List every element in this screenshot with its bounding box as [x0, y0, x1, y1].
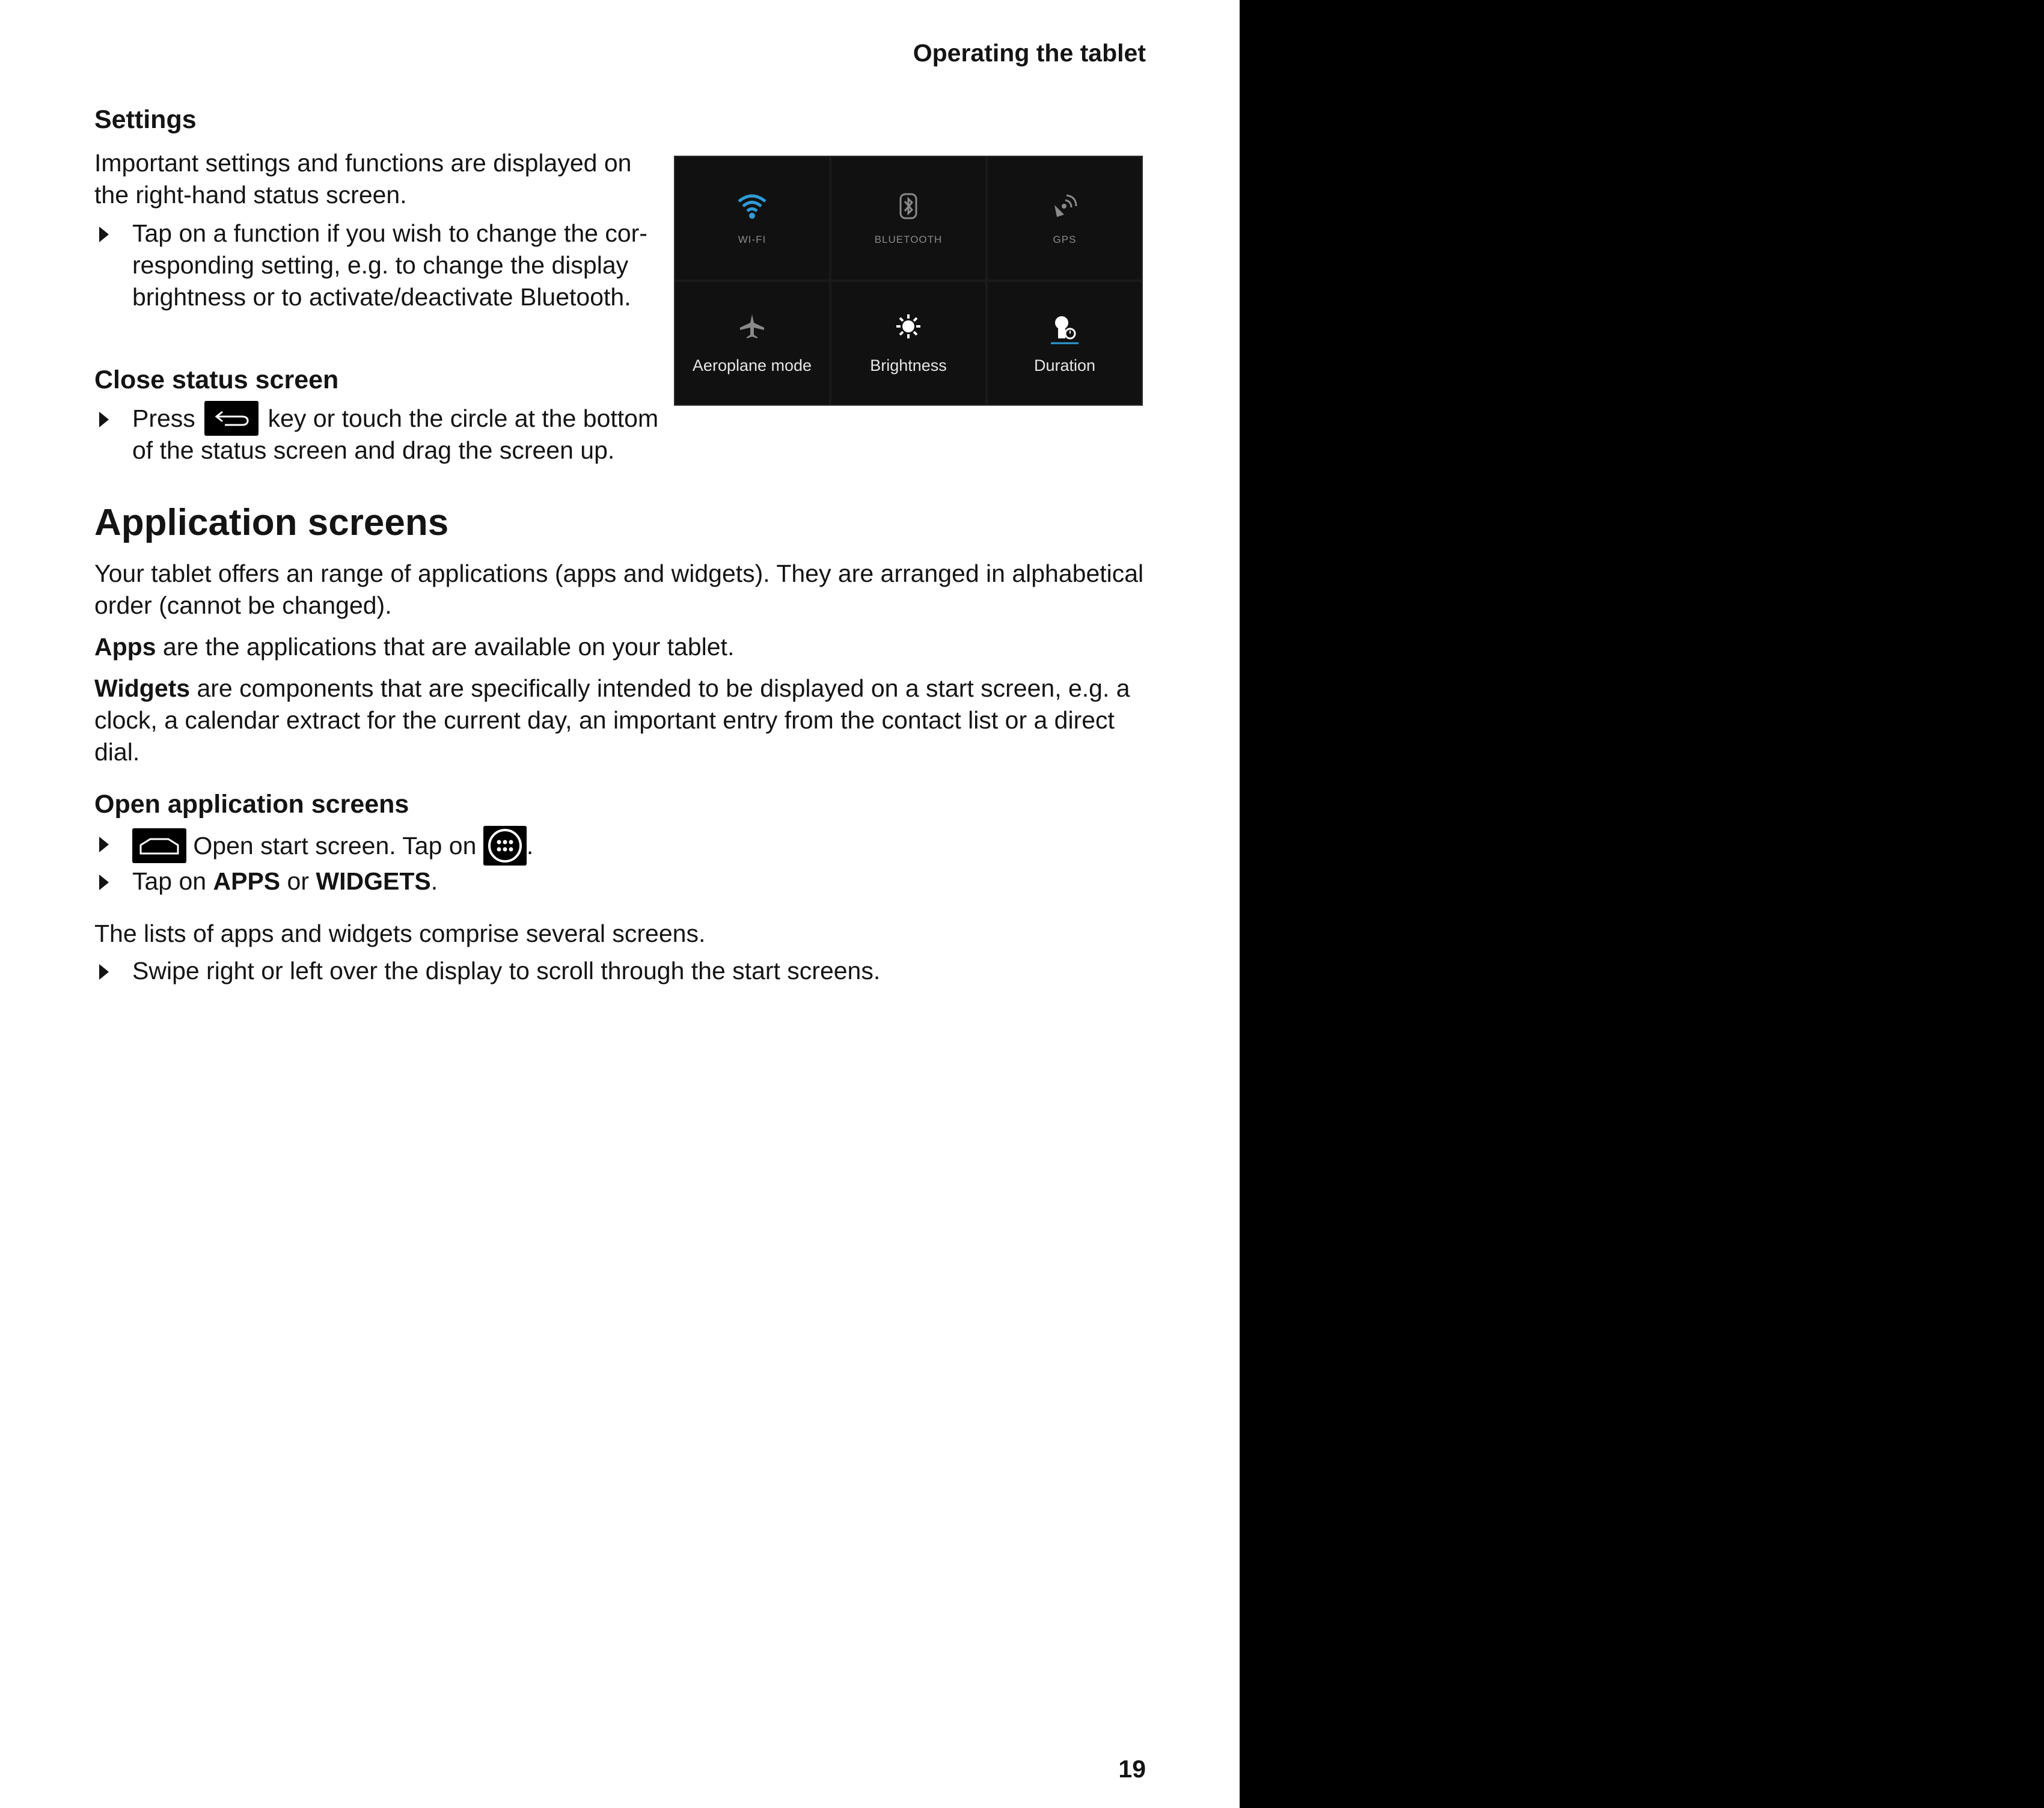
- settings-bullet-line: brightness or to activate/deactivate Bluetooth.: [132, 283, 631, 311]
- application-intro-line: Your tablet offers an range of applications (apps and widgets). They are arranged in alphabetical: [94, 560, 1144, 587]
- open-app-step-1: [132, 828, 533, 867]
- bluetooth-tile: [831, 157, 985, 279]
- lists-paragraph: The lists of apps and widgets comprise several screens.: [94, 920, 706, 947]
- brightness-label: Brightness: [870, 356, 947, 374]
- duration-icon: [1050, 313, 1080, 346]
- black-margin-panel: [1240, 0, 2044, 1808]
- apps-definition-text: are the applications that are available on your tablet.: [156, 633, 735, 661]
- gps-label: GPS: [1053, 234, 1077, 245]
- wifi-tile: [675, 157, 829, 279]
- application-intro-line: order (cannot be changed).: [94, 591, 392, 619]
- wifi-label: WI-FI: [738, 234, 766, 245]
- settings-bullet-line: responding setting, e.g. to change the display: [132, 251, 629, 279]
- aeroplane-mode-tile: [675, 282, 829, 405]
- running-head: Operating the tablet: [913, 39, 1146, 67]
- bluetooth-label: BLUETOOTH: [874, 234, 943, 245]
- widgets-term: Widgets: [94, 674, 191, 702]
- duration-label: Duration: [1033, 356, 1096, 374]
- settings-bullet-line: Tap on a function if you wish to change the cor-: [132, 219, 647, 247]
- open-app-step-1-text: Open start screen. Tap on: [186, 831, 483, 860]
- bullet-arrow-icon: [99, 837, 109, 852]
- bluetooth-icon: [898, 193, 919, 219]
- aeroplane-mode-label: Aeroplane mode: [692, 356, 812, 374]
- gps-icon: [1051, 193, 1079, 219]
- duration-tile: [988, 282, 1142, 405]
- widgets-definition-text: are components that are specifically intended to be displayed on a start screen, e.g. a: [190, 674, 1130, 702]
- open-app-step-2-pre: Tap on: [132, 867, 213, 895]
- status-screen-image: [674, 156, 1143, 406]
- settings-paragraph-line: the right-hand status screen.: [94, 181, 407, 209]
- widgets-definition-line: clock, a calendar extract for the current day, an important entry from the contact list or a direct: [94, 706, 1115, 734]
- all-apps-icon: [483, 826, 527, 866]
- bullet-arrow-icon: [99, 227, 109, 242]
- brightness-tile: [831, 282, 985, 405]
- settings-paragraph-line: Important settings and functions are displayed on: [94, 149, 632, 177]
- bullet-arrow-icon: [99, 875, 109, 890]
- page-number: 19: [1118, 1755, 1146, 1783]
- application-screens-heading: Application screens: [94, 502, 449, 543]
- swipe-bullet: Swipe right or left over the display to scroll through the start screens.: [132, 957, 881, 985]
- apps-definition: [94, 631, 734, 663]
- open-app-step-2: [132, 866, 438, 897]
- bullet-arrow-icon: [99, 964, 109, 980]
- close-status-bullet-line: of the status screen and drag the screen up.: [132, 436, 615, 464]
- wifi-icon: [737, 193, 767, 219]
- open-app-screens-heading: Open application screens: [94, 790, 409, 819]
- apps-keyword: APPS: [213, 867, 281, 895]
- close-status-rest: key or touch the circle at the bottom: [268, 405, 659, 432]
- apps-term: Apps: [94, 633, 156, 661]
- open-app-step-2-mid: or: [280, 867, 316, 895]
- widgets-definition: [94, 673, 1130, 704]
- gps-tile: [988, 157, 1142, 279]
- open-app-step-1-end: .: [526, 831, 534, 860]
- open-app-step-2-end: .: [430, 867, 438, 895]
- widgets-keyword: WIDGETS: [316, 867, 431, 895]
- widgets-definition-line: dial.: [94, 738, 140, 766]
- back-key-icon: [204, 401, 259, 436]
- brightness-icon: [895, 313, 922, 340]
- home-key-icon: [132, 828, 186, 863]
- settings-heading: Settings: [94, 105, 197, 134]
- airplane-icon: [739, 313, 765, 340]
- close-status-bullet-line: [132, 403, 658, 438]
- close-status-heading: Close status screen: [94, 365, 339, 394]
- press-word: Press: [132, 405, 195, 432]
- bullet-arrow-icon: [99, 412, 109, 427]
